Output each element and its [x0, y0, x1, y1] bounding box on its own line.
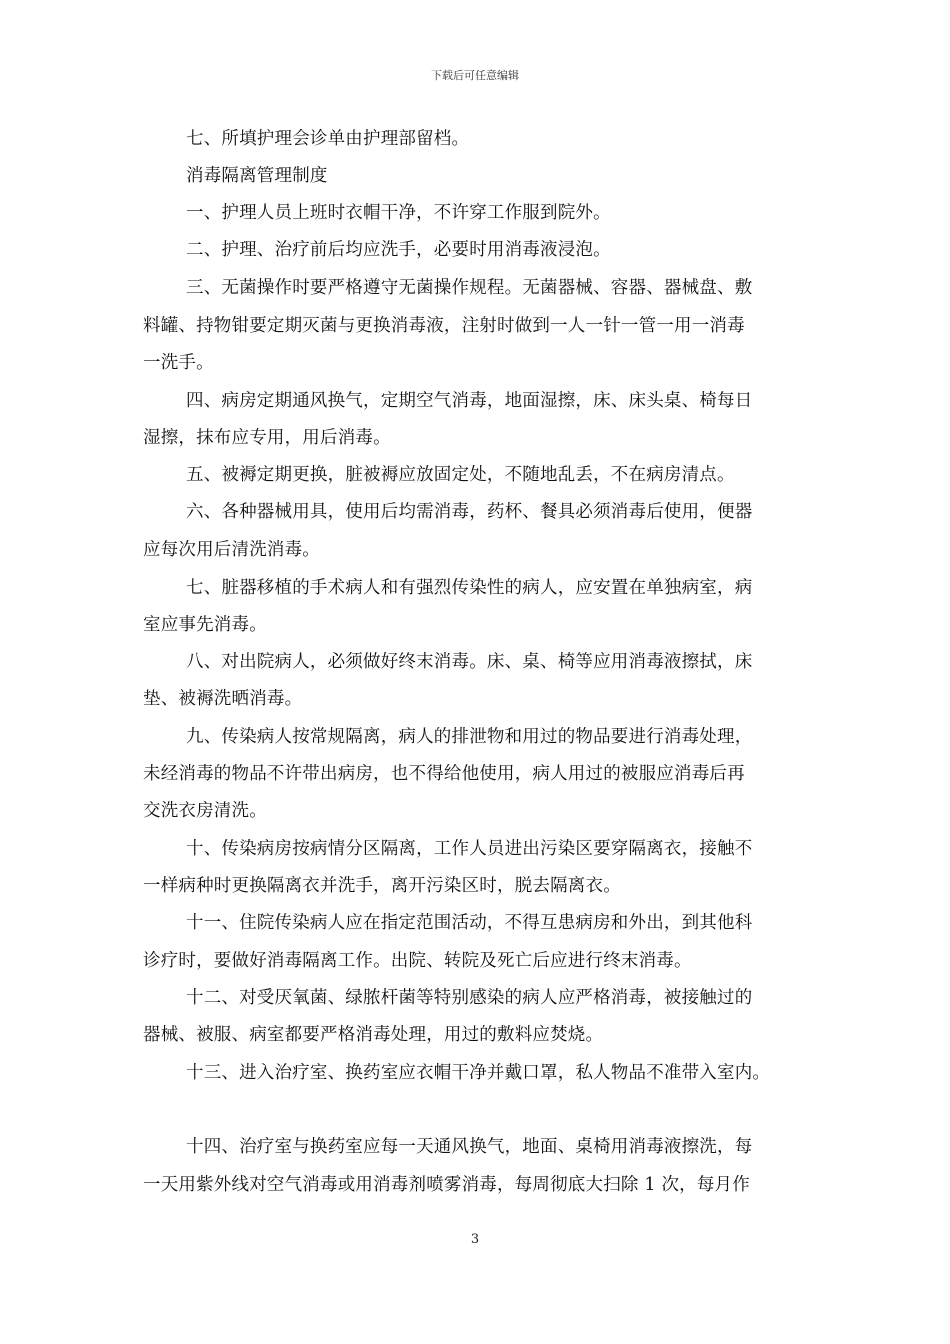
paragraph-line: 湿擦，抹布应专用，用后消毒。: [143, 428, 391, 448]
paragraph-line: 交洗衣房清洗。: [143, 801, 267, 821]
paragraph-line: 五、被褥定期更换，脏被褥应放固定处，不随地乱丢，不在病房清点。: [186, 465, 735, 485]
paragraph-line: 十二、对受厌氧菌、绿脓杆菌等特别感染的病人应严格消毒，被接触过的: [186, 988, 753, 1008]
paragraph-line: 一天用紫外线对空气消毒或用消毒剂喷雾消毒，每周彻底大扫除 1 次，每月作: [143, 1175, 750, 1195]
header-note: 下载后可任意编辑: [431, 69, 519, 82]
paragraph-line: 一洗手。: [143, 353, 214, 373]
paragraph-line: 十四、治疗室与换药室应每一天通风换气，地面、桌椅用消毒液擦洗，每: [186, 1137, 753, 1157]
paragraph-line: 十一、住院传染病人应在指定范围活动，不得互患病房和外出，到其他科: [186, 913, 753, 933]
paragraph-line: 一、护理人员上班时衣帽干净，不许穿工作服到院外。: [186, 203, 611, 223]
paragraph-line: 二、护理、治疗前后均应洗手，必要时用消毒液浸泡。: [186, 240, 611, 260]
paragraph-line: 十三、进入治疗室、换药室应衣帽干净并戴口罩，私人物品不准带入室内。: [186, 1063, 771, 1083]
paragraph-line: 八、对出院病人，必须做好终末消毒。床、桌、椅等应用消毒液擦拭，床: [186, 652, 753, 672]
paragraph-line: 七、脏器移植的手术病人和有强烈传染性的病人，应安置在单独病室，病: [186, 578, 753, 598]
paragraph-line: 一样病种时更换隔离衣并洗手，离开污染区时，脱去隔离衣。: [143, 876, 621, 896]
paragraph-line: 未经消毒的物品不许带出病房，也不得给他使用，病人用过的被服应消毒后再: [143, 764, 745, 784]
paragraph-line: 三、无菌操作时要严格遵守无菌操作规程。无菌器械、容器、器械盘、敷: [186, 278, 753, 298]
paragraph-line: 室应事先消毒。: [143, 615, 267, 635]
paragraph-line: 十、传染病房按病情分区隔离，工作人员进出污染区要穿隔离衣，接触不: [186, 839, 753, 859]
paragraph-line: 四、病房定期通风换气，定期空气消毒，地面湿擦，床、床头桌、椅每日: [186, 391, 753, 411]
paragraph-line: 诊疗时，要做好消毒隔离工作。出院、转院及死亡后应进行终末消毒。: [143, 951, 692, 971]
page-number: 3: [470, 1232, 480, 1247]
paragraph-line: 六、各种器械用具，使用后均需消毒，药杯、餐具必须消毒后使用，便器: [186, 502, 753, 522]
paragraph-line: 料罐、持物钳要定期灭菌与更换消毒液，注射时做到一人一针一管一用一消毒: [143, 316, 745, 336]
paragraph-line: 九、传染病人按常规隔离，病人的排泄物和用过的物品要进行消毒处理，: [186, 727, 753, 747]
section-title: 消毒隔离管理制度: [186, 166, 328, 186]
paragraph-line: 七、所填护理会诊单由护理部留档。: [186, 129, 470, 149]
paragraph-line: 器械、被服、病室都要严格消毒处理，用过的敷料应焚烧。: [143, 1025, 604, 1045]
paragraph-line: 应每次用后清洗消毒。: [143, 540, 320, 560]
paragraph-line: 垫、被褥洗晒消毒。: [143, 689, 303, 709]
